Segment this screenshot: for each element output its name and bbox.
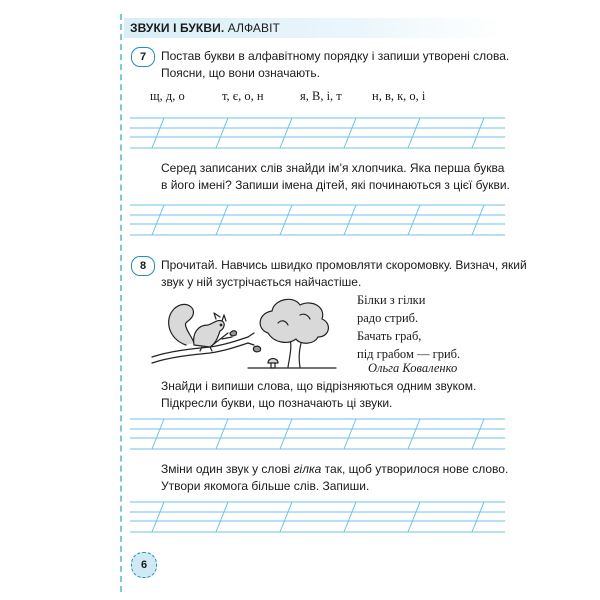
question-2-text-after: так, щоб утворилося нове слово. [321,462,509,476]
poem-line-3: Бачать граб, [357,329,422,343]
task-7-instruction-line-1: Постав букви в алфавітному порядку і запиши утворені слова. [161,49,510,63]
poem-line-4: під грабом — гриб. [357,347,461,361]
task-8-question-1-line-1: Знайди і випиши слова, що відрізняються одним звуком. [161,379,477,393]
letter-group-2: т, є, о, н [222,89,264,103]
letter-group-1: щ, д, о [150,89,185,103]
writing-lines-task-7-b[interactable] [130,199,505,241]
writing-lines-task-8-a[interactable] [130,413,505,455]
writing-lines-task-8-b[interactable] [130,496,505,538]
task-7-number-badge: 7 [131,47,155,67]
poem-line-2: радо стриб. [357,311,419,325]
writing-lines-task-7-a[interactable] [130,112,505,154]
task-7-followup-line-1: Серед записаних слів знайди ім’я хлопчика. Яка перша буква [161,161,505,175]
question-2-text-before: Зміни один звук у слові [161,462,294,476]
task-8-question-2-line-1 [161,461,508,478]
page-number-badge: 6 [131,552,157,578]
task-7-instruction-line-2: Поясни, що вони означають. [161,66,320,80]
letter-group-3: я, В, і, т [300,89,342,103]
task-8-instruction-line-2: звук у ній зустрічається найчастіше. [161,275,362,289]
task-8-number-badge: 8 [131,256,155,276]
poem-author: Ольга Коваленко [368,361,458,375]
question-2-key-word: гілка [293,462,322,476]
task-8-question-1-line-2: Підкресли букви, що позначають ці звуки. [161,396,393,410]
squirrel-tree-illustration [150,293,340,373]
letter-group-4: н, в, к, о, і [372,89,426,103]
section-header [130,21,280,35]
task-8-instruction-line-1: Прочитай. Навчись швидко промовляти скоромовку. Визнач, який [161,258,527,272]
page-margin-dashed-line [120,14,123,592]
section-header-light: АЛФАВІТ [227,21,280,35]
section-header-bold: ЗВУКИ І БУКВИ. [130,21,225,35]
poem-line-1: Білки з гілки [357,293,426,307]
task-7-followup-line-2: в його імені? Запиши імена дітей, які починаються з цієї букви. [161,178,510,192]
task-8-question-2-line-2: Утвори якомога більше слів. Запиши. [161,479,370,493]
